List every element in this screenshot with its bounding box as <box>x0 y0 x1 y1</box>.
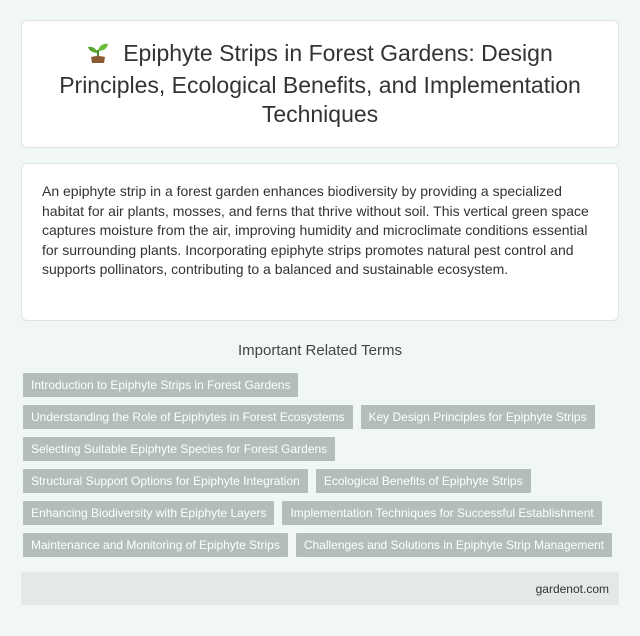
related-term-tag[interactable]: Enhancing Biodiversity with Epiphyte Layers <box>23 501 274 525</box>
sprout-icon <box>87 40 109 71</box>
related-term-tag[interactable]: Understanding the Role of Epiphytes in Forest Ecosystems <box>23 405 353 429</box>
related-terms-list <box>23 373 623 557</box>
page-title-text: Epiphyte Strips in Forest Gardens: Design Principles, Ecological Benefits, and Implementation Techniques <box>59 40 581 127</box>
related-term-tag[interactable]: Implementation Techniques for Successful Establishment <box>282 501 601 525</box>
related-term-tag[interactable]: Structural Support Options for Epiphyte Integration <box>23 469 308 493</box>
related-term-tag[interactable]: Selecting Suitable Epiphyte Species for Forest Gardens <box>23 437 335 461</box>
intro-paragraph: An epiphyte strip in a forest garden enhances biodiversity by providing a specialized habitat for air plants, mosses, and ferns that thrive without soil. This vertical green space captures moisture from the air, improving humidity and microclimate conditions essential for surrounding plants. Incorporating epiphyte strips promotes natural pest control and supports pollinators, contributing to a balanced and sustainable ecosystem. <box>42 183 589 278</box>
intro-card <box>21 163 619 321</box>
footer-bar <box>21 572 619 605</box>
related-term-tag[interactable]: Introduction to Epiphyte Strips in Forest Gardens <box>23 373 298 397</box>
related-term-tag[interactable]: Key Design Principles for Epiphyte Strips <box>361 405 595 429</box>
related-term-tag[interactable]: Maintenance and Monitoring of Epiphyte Strips <box>23 533 288 557</box>
related-terms-heading: Important Related Terms <box>238 342 402 359</box>
related-term-tag[interactable]: Challenges and Solutions in Epiphyte Strip Management <box>296 533 612 557</box>
page-title <box>22 39 618 129</box>
title-card <box>21 20 619 148</box>
footer-site-link[interactable]: gardenot.com <box>535 581 609 596</box>
related-term-tag[interactable]: Ecological Benefits of Epiphyte Strips <box>316 469 531 493</box>
